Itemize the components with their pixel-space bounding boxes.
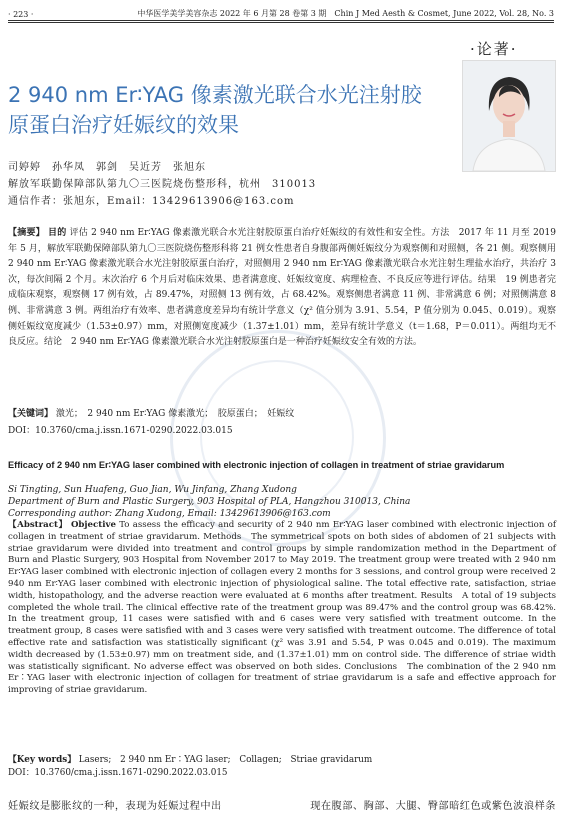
abstract-text: 评估 2 940 nm Er∶YAG 像素激光联合水光注射胶原蛋白治疗妊娠纹的有效性和安全性。方法 2017 年 11 月至 2019 年 5 月，解放军联勤保障部队第九〇三医院烧伤整形科将 21 例女性患者自身腹部两侧妊娠纹分为观察侧和对照侧，各 21 侧。观察侧用 2 940 nm Er∶YAG 像素激光联合水光注射胶原蛋白治疗，对照侧用 2 940 nm Er∶YAG 像素激光联合水光注射生理盐水治疗，共治疗 3 次，每次间隔 2 个月。末次治疗 6 个月后对临床效果、患者满意度、妊娠纹宽度、病理检查、不良反应等进行评估。结果 19 例患者完成临床观察，观察侧 17 例有效，占 89.47%，对照侧 13 例有效，占 68.42%。观察侧患者满意 11 例、非常满意 6 例；对照侧满意 8 例、非常满意 3 例。两组治疗有效率、患者满意度差异均有统计学意义（χ² 值分别为 3.91、5.54，P 值分别为 0.045、0.019）。观察侧妊娠纹宽度减少（1.53±0.97）mm，对照侧宽度减少（1.37±1.01）mm，差异有统计学意义（t＝1.68，P＝0.011）。两组均无不良反应。结论 2 940 nm Er∶YAG 像素激光联合水光注射胶原蛋白是一种治疗妊娠纹安全有效的方法。 bbox=[8, 228, 556, 348]
english-corresponding: Corresponding author: Zhang Xudong, Email: 13429613906@163.com bbox=[8, 509, 331, 519]
header-rule bbox=[8, 20, 554, 21]
header-rule-2 bbox=[8, 22, 554, 23]
affiliation: 解放军联勤保障部队第九〇三医院烧伤整形科，杭州 310013 bbox=[8, 179, 317, 190]
english-authors: Si Tingting, Sun Huafeng, Guo Jian, Wu Jinfang, Zhang Xudong bbox=[8, 485, 297, 495]
body-text-left: 妊娠纹是膨胀纹的一种，表现为妊娠过程中出 bbox=[8, 801, 222, 812]
keywords-label: 【关键词】 bbox=[8, 409, 54, 419]
article-title: 2 940 nm Er∶YAG 像素激光联合水光注射胶原蛋白治疗妊娠纹的效果 bbox=[8, 83, 422, 137]
abstract-label: 【摘要】 bbox=[8, 228, 45, 238]
objective-label: 目的 bbox=[48, 228, 67, 238]
en-keywords-text: Lasers; 2 940 nm Er∶YAG laser; Collagen; Striae gravidarum bbox=[78, 755, 373, 765]
english-keywords bbox=[8, 752, 372, 765]
keywords-text: 激光； 2 940 nm Er∶YAG 像素激光； 胶原蛋白； 妊娠纹 bbox=[55, 409, 295, 419]
en-objective-label: Objective bbox=[70, 520, 116, 530]
author-photo bbox=[462, 60, 556, 172]
author-list: 司婷婷 孙华凤 郭剑 吴近芳 张旭东 bbox=[8, 162, 206, 173]
english-department: Department of Burn and Plastic Surgery, 903 Hospital of PLA, Hangzhou 310013, China bbox=[8, 497, 411, 507]
chinese-keywords bbox=[8, 406, 294, 419]
journal-citation: 中华医学美学美容杂志 2022 年 6 月第 28 卷第 3 期 Chin J Med Aesth & Cosmet, June 2022, Vol. 28, No. 3 bbox=[137, 9, 554, 18]
chinese-abstract bbox=[8, 226, 556, 351]
page-number: · 223 · bbox=[8, 10, 34, 19]
en-keywords-label: 【Key words】 bbox=[8, 755, 76, 765]
english-doi: DOI：10.3760/cma.j.issn.1671-0290.2022.03.015 bbox=[8, 768, 228, 778]
english-abstract bbox=[8, 520, 556, 697]
corresponding-author: 通信作者：张旭东，Email：13429613906@163.com bbox=[8, 196, 295, 207]
running-header bbox=[8, 8, 554, 19]
en-abstract-label: 【Abstract】 bbox=[8, 520, 68, 530]
body-text-right: 现在腹部、胸部、大腿、臀部暗红色或紫色波浪样条 bbox=[310, 801, 556, 812]
en-abstract-text: To assess the efficacy and security of 2 940 nm Er∶YAG laser combined with electronic injection of collagen in treatment of striae gravidarum. Methods The symmetrical spots on both sides of abdomen of 21 subjects with striae gravidarum were divided into treatment and control groups by simple randomization method in the Department of Burn and Plastic Surgery, 903 Hospital from November 2017 to May 2019. The treatment group were treated with 2 940 nm Er∶YAG laser combined with electronic injection of collagen every 2 months for 3 sessions, and control group were received 2 940 nm Er∶YAG laser combined with electronic injection of physiological saline. The total effective rate, satisfaction, striae width, histopathology, and the adverse reaction were evaluated at 6 months after treatment. Results A total of 19 subjects completed the whole trail. The clinical effective rate of the treatment group was 89.47% and the control group was 68.42%. In the treatment group, 11 cases were satisfied with and 6 cases were very satisfied with treatment outcome. In the treatment group, 8 cases were satisfied with and 3 cases were very satisfied with treatment outcome. The difference of total effective rate and satisfaction was statistically significant (χ² was 3.91 and 5.54, P was 0.045 and 0.019). The maximum width decreased by (1.53±0.97) mm on treatment side, and (1.37±1.01) mm on control side. The difference of striae width was statistically significant. No adverse effect was observed on both sides. Conclusions The combination of the 2 940 nm Er∶YAG laser with electronic injection of collagen for treatment of striae gravidarum is a safe and effective approach for improving of striae gravidarum. bbox=[8, 520, 557, 696]
article-category: ·论著· bbox=[470, 40, 518, 58]
chinese-doi: DOI：10.3760/cma.j.issn.1671-0290.2022.03.015 bbox=[8, 426, 233, 436]
english-title: Efficacy of 2 940 nm Er∶YAG laser combined with electronic injection of collagen in treatment of striae gravidarum bbox=[8, 460, 505, 470]
body-text-line bbox=[8, 797, 556, 812]
